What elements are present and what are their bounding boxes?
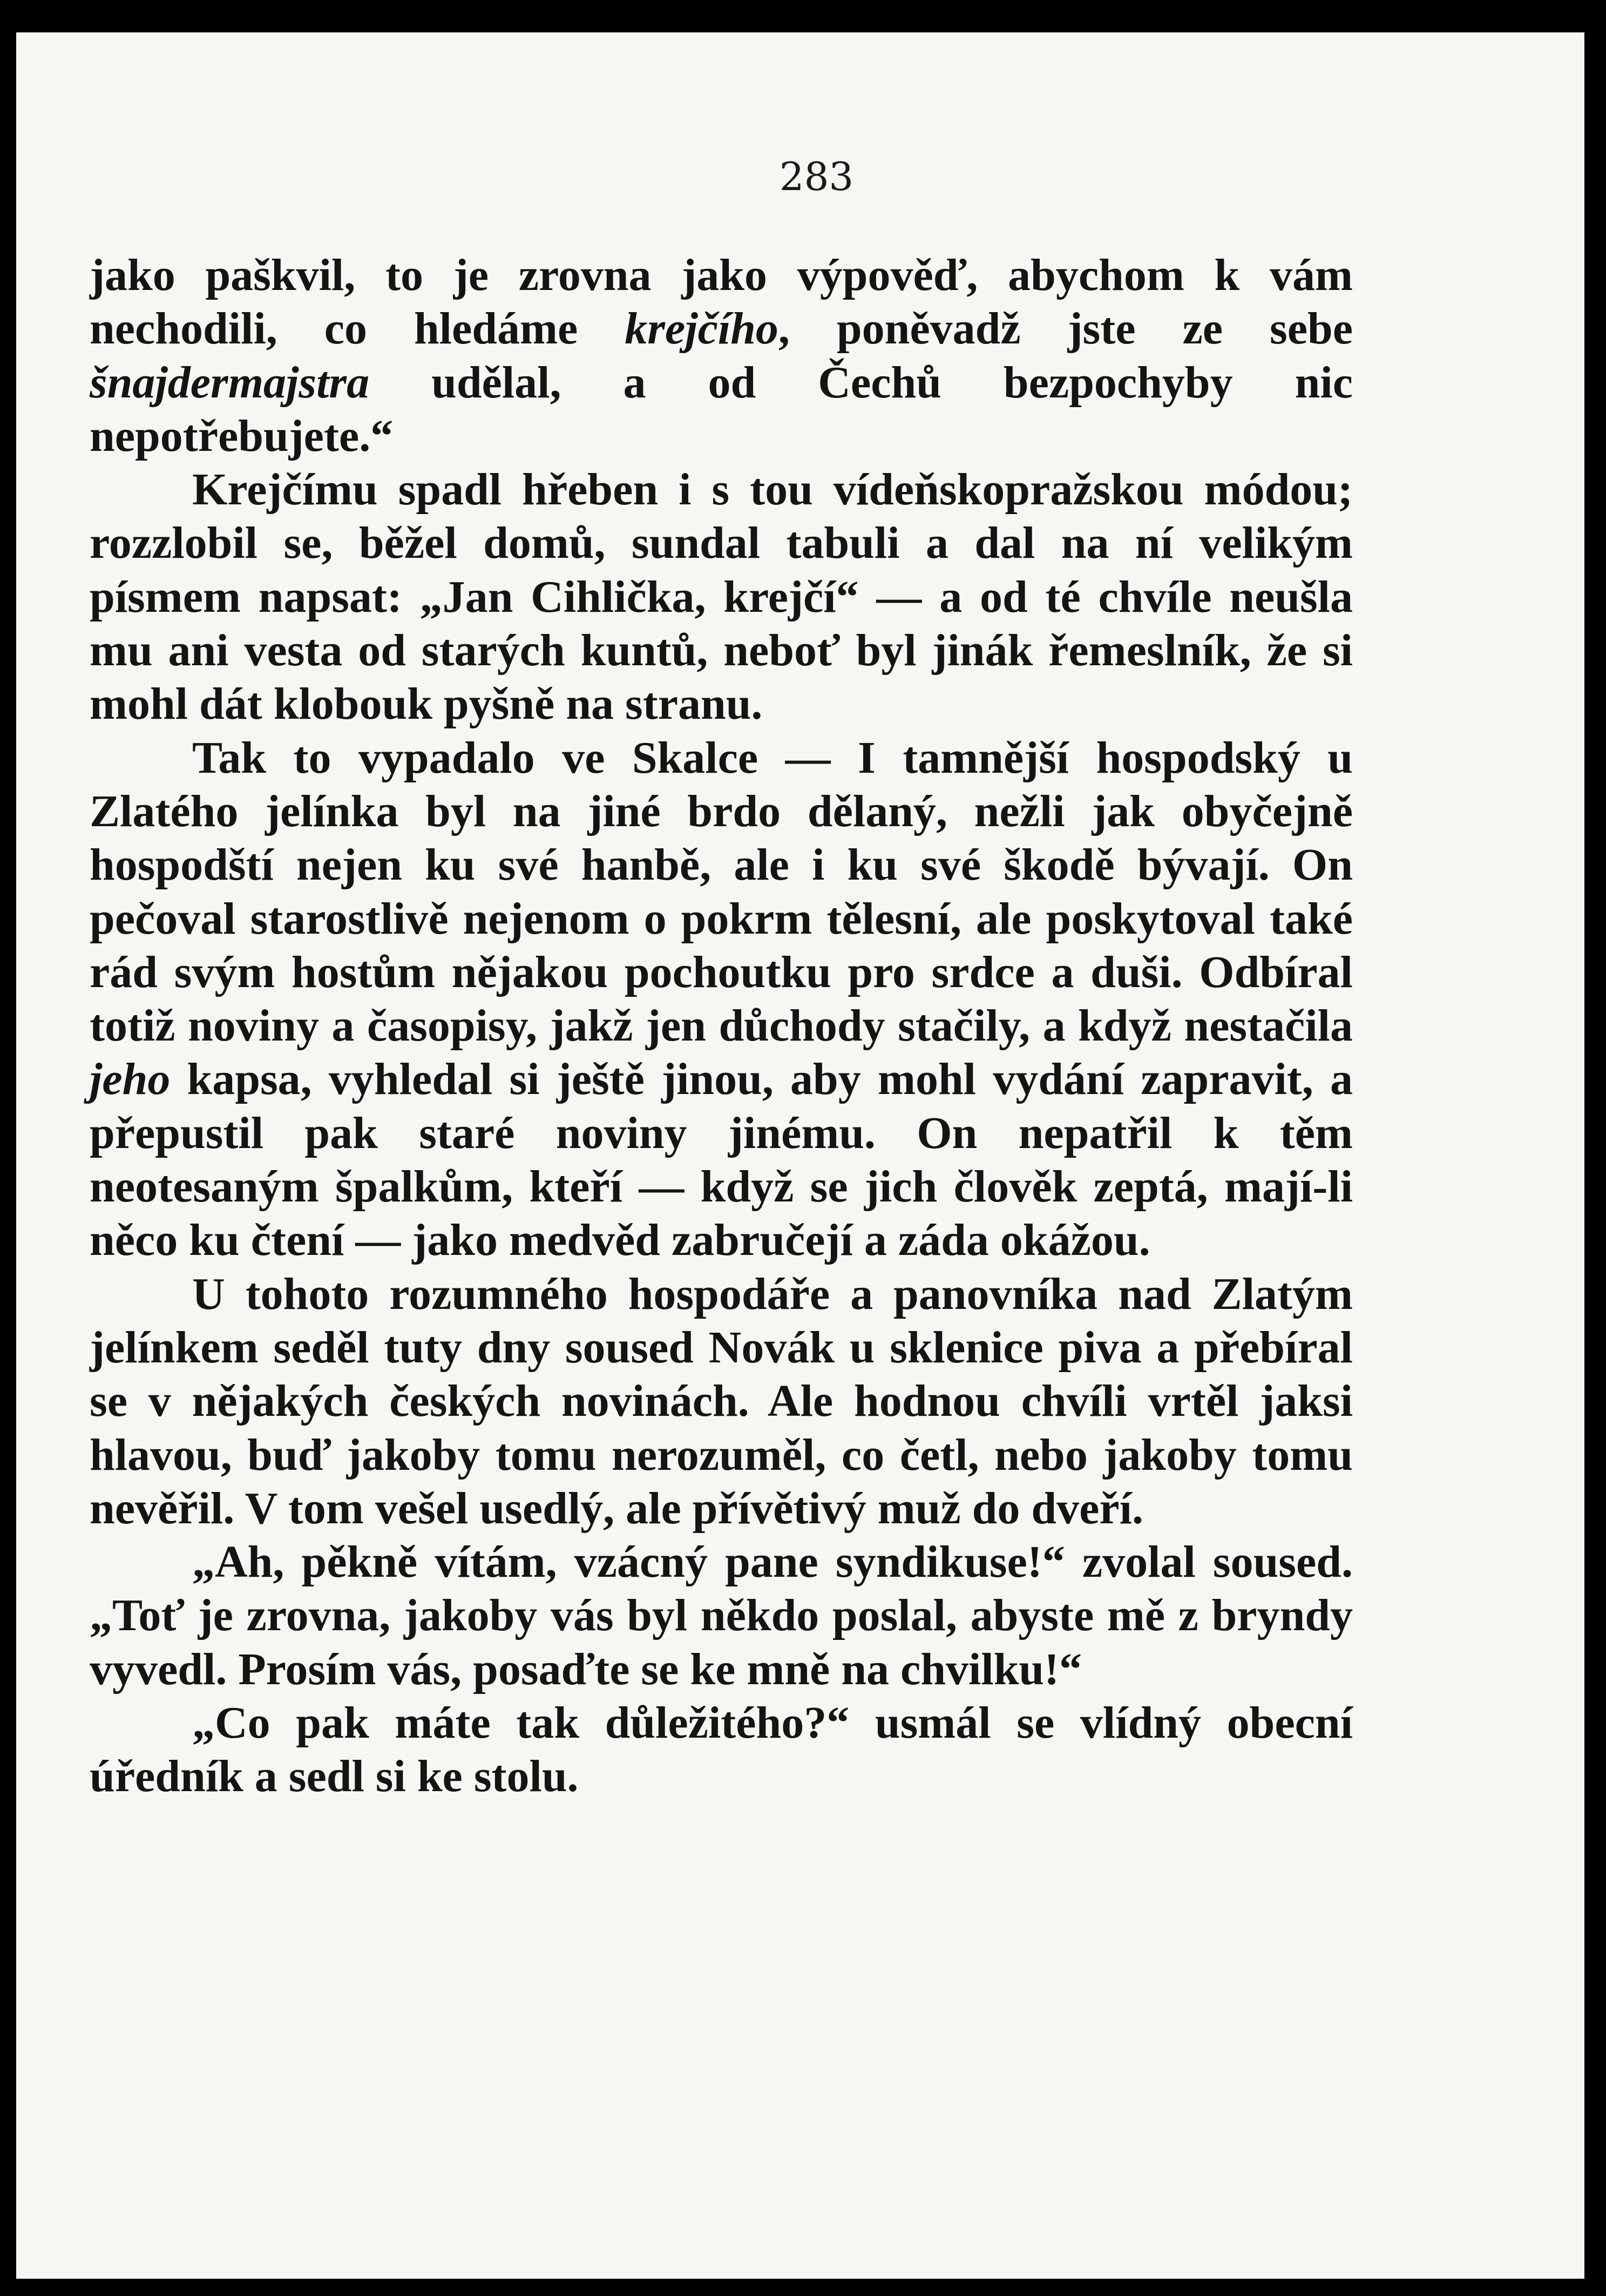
- paragraph-3-seg-1: Tak to vypadalo ve Skalce — I tamnější hospodský u Zlatého jelínka byl na jiné brdo dělaný, nežli jak obyčejně hospodští nejen ku své hanbě, ale i ku své škodě bývají. On pečoval starostlivě nejenom o pokrm tělesní, ale poskytoval také rád svým hostům nějakou pochoutku pro srdce a duši. Odbíral totiž noviny a časopisy, jakž jen důchody stačily, a když nestačila: [90, 732, 1353, 1051]
- paragraph-1-seg-2: krejčího: [625, 303, 778, 354]
- paragraph-1-seg-4: šnajdermajstra: [90, 357, 370, 408]
- body-text: [90, 248, 1353, 1804]
- paragraph-5: [90, 1535, 1353, 1696]
- paragraph-3-seg-2: jeho: [90, 1054, 171, 1105]
- paragraph-1-seg-5: udělal, a od Čechů bezpochyby nic nepotřebujete.“: [90, 357, 1353, 461]
- page-number: 283: [779, 154, 854, 199]
- paragraph-6-seg-1: „Co pak máte tak důležitého?“ usmál se vlídný obecní úředník a sedl si ke stolu.: [90, 1698, 1353, 1802]
- paragraph-1: [90, 248, 1353, 463]
- paragraph-2: [90, 463, 1353, 731]
- paragraph-3-seg-3: kapsa, vyhledal si ještě jinou, aby mohl vydání zapravit, a přepustil pak staré noviny jinému. On nepatřil k těm neotesaným špalkům, kteří — když se jich člověk zeptá, mají-li něco ku čtení — jako medvěd zabručejí a záda okážou.: [90, 1054, 1353, 1266]
- paragraph-5-seg-1: „Ah, pěkně vítám, vzácný pane syndikuse!“ zvolal soused. „Toť je zrovna, jakoby vás byl někdo poslal, abyste mě z bryndy vyvedl. Prosím vás, posaďte se ke mně na chvilku!“: [90, 1537, 1353, 1694]
- paragraph-1-seg-1: jako paškvil, to je zrovna jako výpověď, abychom k vám nechodili, co hledáme: [90, 250, 1353, 354]
- paragraph-4-seg-1: U tohoto rozumného hospodáře a panovníka nad Zlatým jelínkem seděl tuty dny soused Novák u sklenice piva a přebíral se v nějakých českých novinách. Ale hodnou chvíli vrtěl jaksi hlavou, buď jakoby tomu nerozuměl, co četl, nebo jakoby tomu nevěřil. V tom vešel usedlý, ale přívětivý muž do dveří.: [90, 1268, 1353, 1534]
- book-page: [16, 32, 1584, 2279]
- paragraph-1-seg-3: , poněvadž jste ze sebe: [778, 303, 1353, 354]
- paragraph-3: [90, 731, 1353, 1267]
- paragraph-6: [90, 1696, 1353, 1804]
- paragraph-4: [90, 1267, 1353, 1535]
- paragraph-2-seg-1: Krejčímu spadl hřeben i s tou vídeňskopražskou módou; rozzlobil se, běžel domů, sundal tabuli a dal na ní velikým písmem napsat: „Jan Cihlička, krejčí“ — a od té chvíle neušla mu ani vesta od starých kuntů, neboť byl jinák řemeslník, že si mohl dát klobouk pyšně na stranu.: [90, 464, 1353, 730]
